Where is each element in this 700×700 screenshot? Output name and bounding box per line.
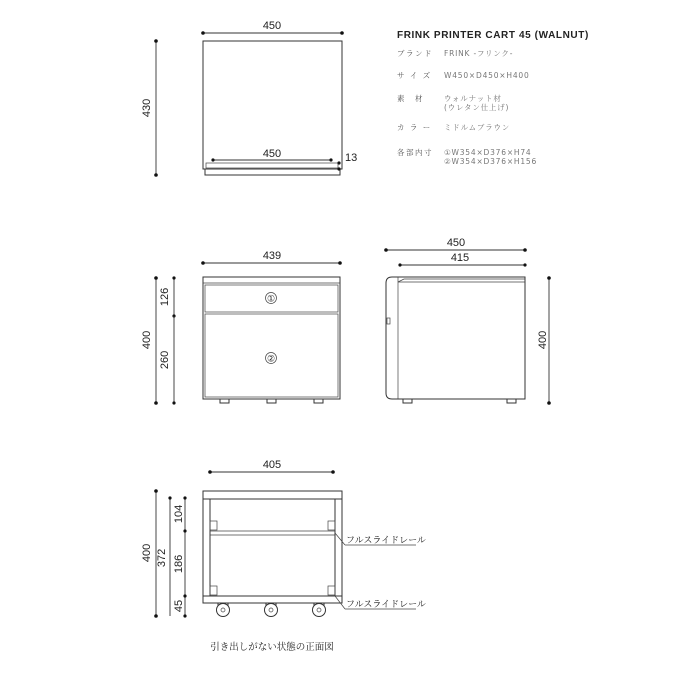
drawer-2-number: ② <box>266 353 276 364</box>
spec-label-inner: 各部内寸 <box>397 148 433 157</box>
dim-end-dot <box>154 173 158 177</box>
open-top-panel <box>203 491 342 499</box>
rail-bracket <box>328 586 335 595</box>
caster-wheel <box>313 603 326 617</box>
dim-end-dot <box>183 594 186 597</box>
top-width-label: 450 <box>262 20 282 32</box>
caster-wheel <box>217 603 230 617</box>
side-inner-label: 415 <box>450 252 470 264</box>
dim-end-dot <box>183 496 186 499</box>
dim-end-dot <box>154 276 158 280</box>
dim-end-dot <box>398 263 401 266</box>
front-width-label: 439 <box>262 250 282 262</box>
spec-title: FRINK PRINTER CART 45 (WALNUT) <box>397 30 589 41</box>
dim-end-dot <box>201 261 205 265</box>
spec-label-brand: ブランド <box>397 49 433 58</box>
spec-value-inner-1: ①W354×D376×H74 <box>444 148 532 157</box>
open-view-caption: 引き出しがない状態の正面図 <box>210 642 334 653</box>
dim-end-dot <box>154 489 158 493</box>
top-height-label: 430 <box>141 98 153 118</box>
open-bottom-panel <box>203 596 342 603</box>
dim-end-dot <box>547 401 551 405</box>
open-left-side <box>203 499 210 603</box>
spec-value-color: ミドルムブラウン <box>444 123 511 132</box>
dim-end-dot <box>154 614 158 618</box>
spec-value-brand: FRINK -フリンク- <box>444 49 514 58</box>
spec-value-material-finish: (ウレタン仕上げ) <box>444 103 510 112</box>
side-outer-label: 450 <box>446 237 466 249</box>
open-inner-height-label: 372 <box>156 548 168 568</box>
dim-end-dot <box>547 276 551 280</box>
dim-end-dot <box>168 496 171 499</box>
top-offset-label: 13 <box>345 152 358 164</box>
dim-end-dot <box>183 614 186 617</box>
front-upper-label: 126 <box>159 287 171 307</box>
dim-end-dot <box>211 158 214 161</box>
rail-bracket <box>210 521 217 530</box>
open-section-1-label: 104 <box>173 504 185 524</box>
rail-2-label: フルスライドレール <box>346 600 426 610</box>
spec-panel <box>397 30 589 166</box>
dim-end-dot <box>340 31 344 35</box>
top-base-strip <box>205 169 340 175</box>
front-height-label: 400 <box>141 330 153 350</box>
dim-end-dot <box>154 39 158 43</box>
spec-label-material: 素 材 <box>397 94 424 103</box>
side-height-label: 400 <box>537 330 549 350</box>
dim-end-dot <box>338 261 342 265</box>
open-width-label: 405 <box>262 459 282 471</box>
spec-value-size: W450×D450×H400 <box>444 71 530 80</box>
rail-bracket <box>328 521 335 530</box>
side-cabinet <box>386 277 525 399</box>
top-inner-width-label: 450 <box>262 148 282 160</box>
dim-end-dot <box>154 401 158 405</box>
caster-foot <box>220 399 229 403</box>
spec-value-material: ウォルナット材 <box>444 94 502 103</box>
drawer-1-number: ① <box>266 293 276 304</box>
front-view <box>141 250 342 405</box>
open-right-side <box>335 499 342 603</box>
spec-label-color: カ ラ ー <box>397 123 432 132</box>
front-lower-label: 260 <box>159 350 171 370</box>
spec-label-size: サ イ ズ <box>397 71 432 80</box>
top-view <box>141 20 357 177</box>
dim-end-dot <box>172 401 175 404</box>
open-height-label: 400 <box>141 543 153 563</box>
dim-end-dot <box>208 470 212 474</box>
dim-end-dot <box>172 276 175 279</box>
dim-end-dot <box>523 248 527 252</box>
dim-end-dot <box>337 167 340 170</box>
open-front-view <box>141 459 426 618</box>
dim-end-dot <box>329 158 332 161</box>
rail-1-label: フルスライドレール <box>346 536 426 546</box>
caster-wheel <box>265 603 278 617</box>
dim-end-dot <box>183 529 186 532</box>
dim-end-dot <box>523 263 526 266</box>
side-caster <box>507 399 516 403</box>
side-caster <box>403 399 412 403</box>
open-section-3-label: 45 <box>173 599 185 613</box>
caster-foot <box>267 399 276 403</box>
dim-end-dot <box>331 470 335 474</box>
caster-foot <box>314 399 323 403</box>
dim-end-dot <box>337 161 340 164</box>
dim-end-dot <box>384 248 388 252</box>
side-view <box>384 237 551 405</box>
dim-end-dot <box>201 31 205 35</box>
rail-bracket <box>210 586 217 595</box>
open-section-2-label: 186 <box>173 554 185 574</box>
spec-value-inner-2: ②W354×D376×H156 <box>444 157 538 166</box>
